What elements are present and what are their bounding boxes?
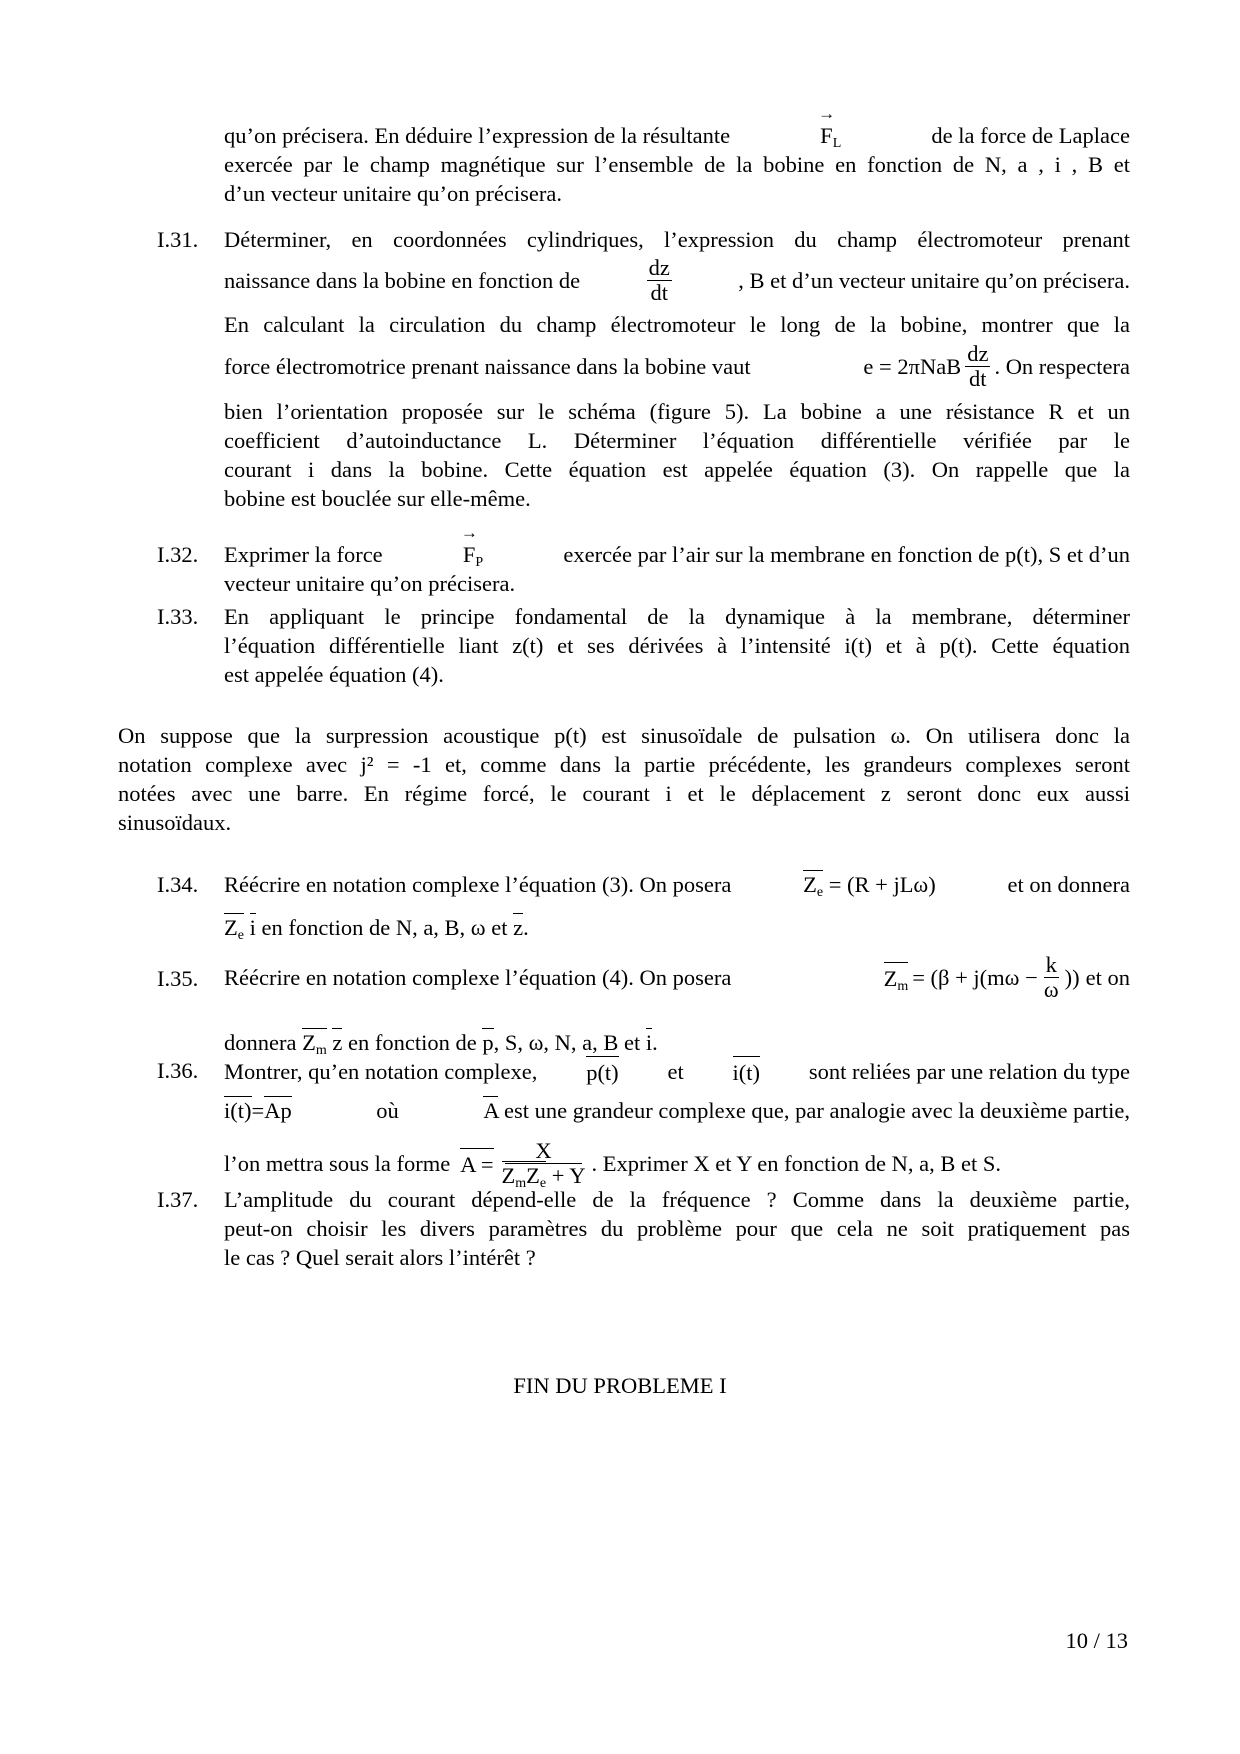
end-of-problem: FIN DU PROBLEME I xyxy=(513,1373,727,1398)
page-number: 10 / 13 xyxy=(1065,1628,1128,1653)
intro-line-2: exercée par le champ magnétique sur l’ensemble de la bobine en fonction de N, a , i , B et xyxy=(224,152,1130,177)
fraction-k-omega: $\frac{k}{\omega}$ xyxy=(1043,951,1059,1002)
question-number-35: I.35. xyxy=(157,966,199,991)
intro-line-1: qu’on précisera. En déduire l’expression de la résultante → $F_L$ de la force de Laplace xyxy=(224,121,1130,150)
emf-equation: e = 2πNaB xyxy=(863,353,962,379)
fraction-dz-dt: $\frac{dz}{dt}$ xyxy=(648,254,670,305)
question-34: Réécrire en notation complexe l’équation (3). On posera $Z_e = (R + jL\omega)$ et on donnera $Z_e$ i en fonction de N, a, B, ω et z. xyxy=(224,872,1130,943)
question-number-31: I.31. xyxy=(157,227,199,252)
intro-text xyxy=(224,121,1130,208)
zm-bar: $Z_m$ xyxy=(884,962,909,993)
question-32: Exprimer la force → $F_P$ exercée par l’air sur la membrane en fonction de p(t), S et d’un vecteur unitaire qu’on précisera. xyxy=(224,540,1130,598)
ze-bar: $Z_e$ xyxy=(803,872,824,900)
fraction-x-over-zmze-y: $\frac{X}{Z_mZ_e + Y}$ xyxy=(501,1137,586,1191)
question-number-37: I.37. xyxy=(157,1187,199,1212)
intro-line-3: d’un vecteur unitaire qu’on précisera. xyxy=(224,181,562,206)
question-35: Réécrire en notation complexe l’équation (4). On posera $Z_m$ = (β + j(mω − $\frac{k}{\omega}$ )) et on donnera $Z_m$ z en fonction de p, S, ω, N, a, B et i. xyxy=(224,951,1130,1058)
vector-fl: → $F_L$ xyxy=(818,121,843,150)
question-number-34: I.34. xyxy=(157,872,199,897)
vector-fp: → $F_P$ xyxy=(461,540,485,569)
question-37: L’amplitude du courant dépend-elle de la fréquence ? Comme dans la deuxième partie, peut-on choisir les divers paramètres du problème pour que cela ne soit pratiquement pas le cas ? Quel serait alors l’intérêt ? xyxy=(224,1187,1130,1270)
question-31: Déterminer, en coordonnées cylindriques, l’expression du champ électromoteur prenant naissance dans la bobine en fonction de $\frac{dz}{dt}$ , B et d’un vecteur unitaire qu’on précisera. En calculant la circulation du champ électromoteur le long de la bobine, montrer que la force électromotrice prenant naissance dans la bobine vaut e = 2πNaB $\frac{dz}{dt}$ . On respectera bien l’orientation proposée sur le schéma (figure 5). La bobine a une résistance R et un coefficient d’autoinductance L. Déterminer l’équation différentielle vérifiée par le courant i dans la bobine. Cette équation est appelée équation (3). On rappelle que la bobine est bouclée sur elle-même. xyxy=(224,227,1130,511)
question-number-32: I.32. xyxy=(157,542,199,567)
question-number-36: I.36. xyxy=(157,1058,199,1083)
question-number-33: I.33. xyxy=(157,604,199,629)
question-36: Montrer, qu’en notation complexe, p(t) et i(t) sont reliées par une relation du type i(t)=Ap où A est une grandeur complexe que, par analogie avec la deuxième partie, l’on mettra sous la forme A = $\frac{X}{Z_mZ_e + Y}$ . Exprimer X et Y en fonction de N, a, B et S. xyxy=(224,1056,1130,1191)
fraction-dz-dt-2: $\frac{dz}{dt}$ xyxy=(967,340,989,391)
question-33: En appliquant le principe fondamental de la dynamique à la membrane, déterminer l’équation différentielle liant z(t) et ses dérivées à l’intensité i(t) et à p(t). Cette équation est appelée équation (4). xyxy=(224,604,1130,687)
complex-notation-paragraph: On suppose que la surpression acoustique p(t) est sinusoïdale de pulsation ω. On utilisera donc la notation complexe avec j² = -1 et, comme dans la partie précédente, les grandeurs complexes seront notées avec une barre. En régime forcé, le courant i et le déplacement z seront donc eux aussi sinusoïdaux. xyxy=(118,723,1130,835)
